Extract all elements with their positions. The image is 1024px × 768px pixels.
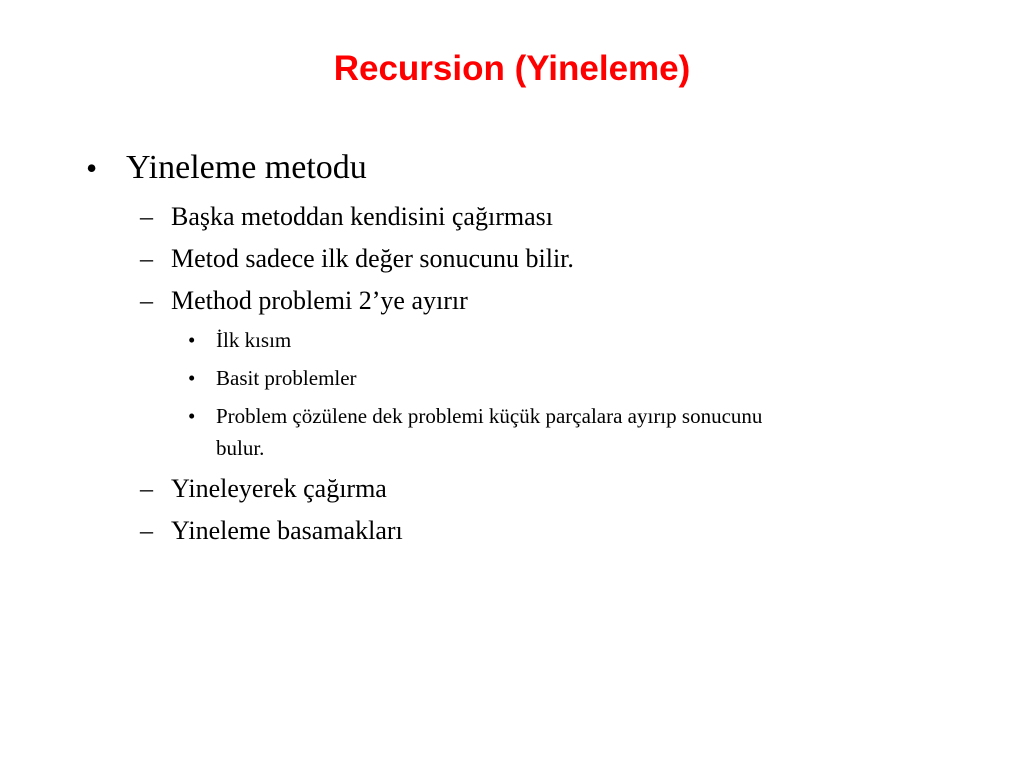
bullet-level3: [86, 362, 816, 394]
dash-marker: –: [140, 286, 153, 315]
bullet-text: Başka metoddan kendisini çağırması: [171, 202, 553, 231]
bullet-marker: •: [86, 150, 98, 186]
bullet-level3: [86, 400, 816, 464]
bullet-level2: [86, 284, 946, 318]
slide-title: Recursion (Yineleme): [333, 49, 691, 88]
bullet-marker: •: [188, 366, 196, 390]
bullet-text: Basit problemler: [216, 366, 357, 390]
bullet-level2: [86, 472, 946, 506]
bullet-text: Metod sadece ilk değer sonucunu bilir.: [171, 244, 574, 273]
bullet-level1: [86, 144, 946, 192]
bullet-text: Method problemi 2’ye ayırır: [171, 286, 468, 315]
bullet-text: Problem çözülene dek problemi küçük parçalara ayırıp sonucunu bulur.: [216, 404, 763, 460]
bullet-level2: [86, 200, 946, 234]
bullet-text: Yineleme metodu: [126, 149, 367, 186]
bullet-level3: [86, 324, 816, 356]
bullet-level2: [86, 242, 946, 276]
dash-marker: –: [140, 474, 153, 503]
dash-marker: –: [140, 244, 153, 273]
bullet-text: Yineleme basamakları: [171, 516, 403, 545]
dash-marker: –: [140, 516, 153, 545]
bullet-level2: [86, 514, 946, 548]
bullet-marker: •: [188, 328, 196, 352]
bullet-text: İlk kısım: [216, 328, 292, 352]
slide-content: [86, 144, 946, 548]
bullet-marker: •: [188, 404, 196, 428]
dash-marker: –: [140, 202, 153, 231]
bullet-text: Yineleyerek çağırma: [171, 474, 387, 503]
